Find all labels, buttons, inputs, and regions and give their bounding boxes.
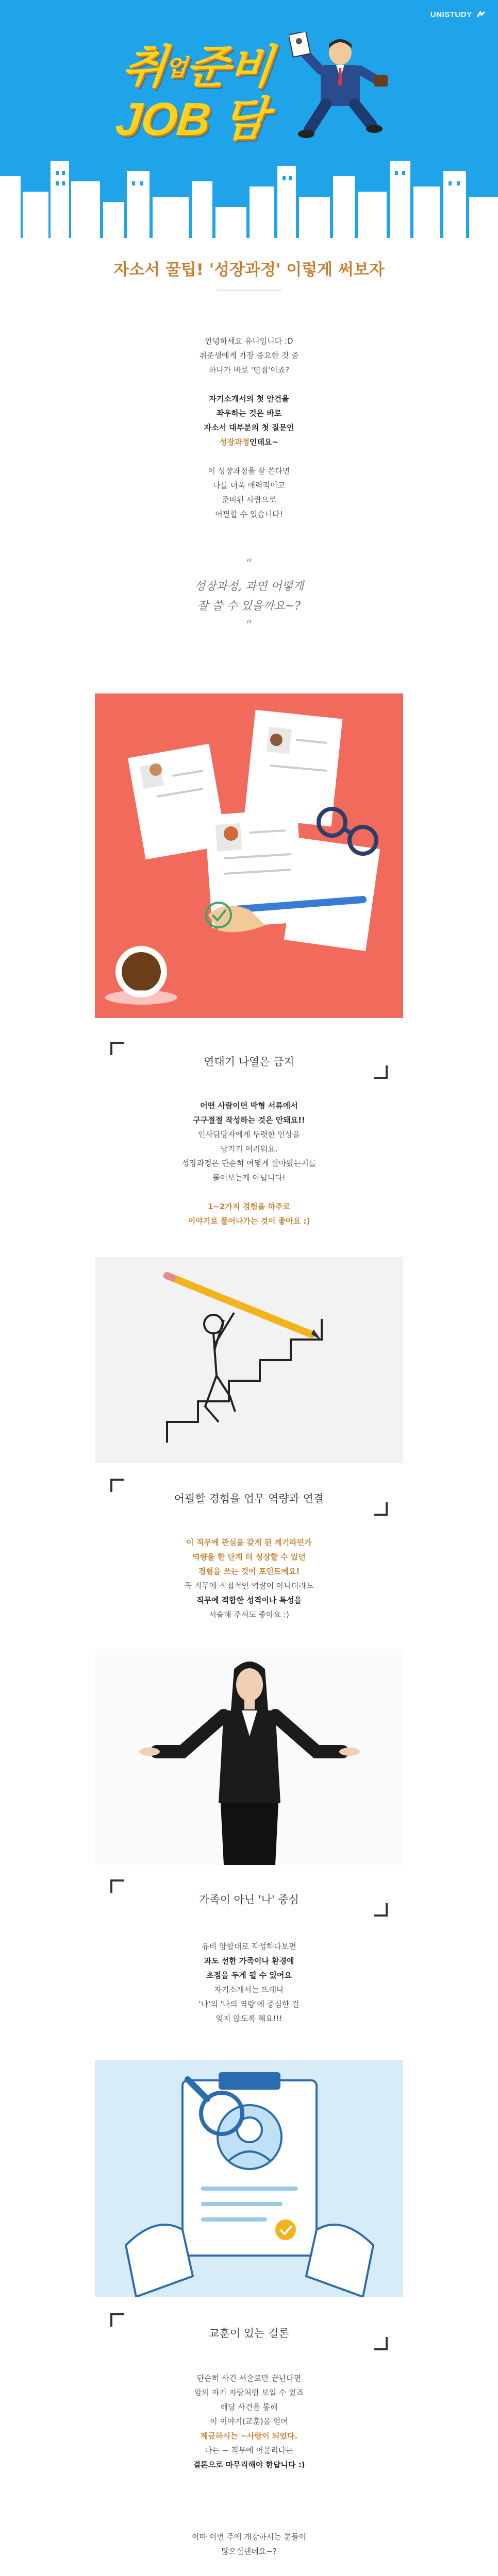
section-title: 가족이 아닌 '나' 중심 bbox=[199, 1893, 299, 1906]
brand-logo bbox=[430, 10, 486, 19]
section-body: 유비 양합대로 작성하다보면 과도 선한 가족이나 환경에 초점을 두게 될 수 있어요 자기소개서는 뜨래나 '나'의 '나의 역량'에 중심한 걸 잊지 않도록 해요!!! bbox=[198, 1942, 300, 2023]
hero-title-line1: 취업준비 bbox=[120, 41, 275, 92]
section-title: 연대기 나열은 금지 bbox=[204, 1056, 294, 1068]
intro-line: 하나가 바로 '면접'이죠? bbox=[208, 365, 290, 375]
city-skyline-illustration bbox=[0, 130, 498, 238]
outro-block: 이마 이번 주에 개강하시는 분들이 많으실텐데요~? bbox=[192, 2532, 306, 2556]
intro-closing-line: 이 성장과정을 잘 쓴다면 bbox=[208, 466, 290, 476]
intro-bold-line: 자기소개서의 첫 안건을 bbox=[209, 394, 289, 403]
intro-line: 안녕하세요 유니입니다 :D bbox=[205, 336, 293, 346]
hero-title-line2: JOB 담 bbox=[113, 94, 270, 145]
climbing-stairs-illustration bbox=[95, 1257, 403, 1463]
quote-text: 성장과정, 과연 어떻게 잘 쓸 수 있을까요~? bbox=[194, 580, 304, 613]
resume-papers-illustration bbox=[95, 693, 403, 1018]
intro-closing-line: 어필할 수 있습니다! bbox=[215, 510, 283, 519]
intro-bold-line: 좌우하는 것은 바로 bbox=[216, 409, 282, 418]
brand-name: UNISTUDY bbox=[430, 10, 472, 19]
profile-clipboard-illustration bbox=[95, 2060, 403, 2297]
article-subject: 자소서 꿀팁! '성장과정' 이렇게 써보자 bbox=[113, 261, 385, 279]
section-title: 교훈이 있는 결론 bbox=[209, 2327, 289, 2340]
section-body: 이 직무에 관심을 갖게 된 계기라던가 역량을 한 단계 더 성장할 수 있던 경험을 쓰는 것이 포인트에요! 꼭 직무에 직접적인 역량이 아니더라도 직무에 적합한 성격이나 특성을 서술해 주셔도 좋아요 :) bbox=[184, 1538, 314, 1619]
businesswoman-photo bbox=[95, 1649, 403, 1865]
intro-highlight-suffix: 인데요~ bbox=[249, 437, 278, 447]
subject-divider bbox=[217, 290, 281, 291]
brand-mark-icon bbox=[476, 11, 486, 18]
intro-highlight: 성장과정 bbox=[219, 437, 250, 447]
intro-closing-line: 나를 더욱 매력적이고 bbox=[213, 481, 285, 490]
intro-bold-line: 자소서 대부분의 첫 질문인 bbox=[204, 423, 294, 432]
intro-closing-line: 준비된 사람으로 bbox=[221, 495, 277, 504]
intro-line: 취준생에게 가장 중요한 것 중 bbox=[199, 351, 299, 360]
section-body: 단순히 사건 서술로만 끝난다면 앞의 자기 자랑처럼 보일 수 있죠 해당 사건을 통해 이 이야기(교훈)을 얻어 제금하시는 ~사람이 되었다. 나는 ~ 직무에 어울리다는 결론으로 마무리해야 한답니다 :) bbox=[193, 2374, 305, 2469]
section-body: 어떤 사람이던 막형 서류에서 구구절절 작성하는 것은 안돼요!! 인사담당자에게 뚜렷한 인상을 남기기 어려워요. 성장과정은 단순히 어떻게 살아왔는지를 물어보는게 아닙니다! 1~2가지 경험을 하주로 이야기로 풀어나가는 것이 좋아요 :) bbox=[181, 1101, 317, 1226]
section-title: 어필할 경험을 업무 역량과 연결 bbox=[174, 1493, 324, 1505]
quote-open-mark: “ bbox=[245, 556, 253, 572]
intro-block bbox=[0, 334, 498, 521]
quote-close-mark: ” bbox=[245, 618, 253, 634]
hero-banner bbox=[0, 0, 498, 238]
